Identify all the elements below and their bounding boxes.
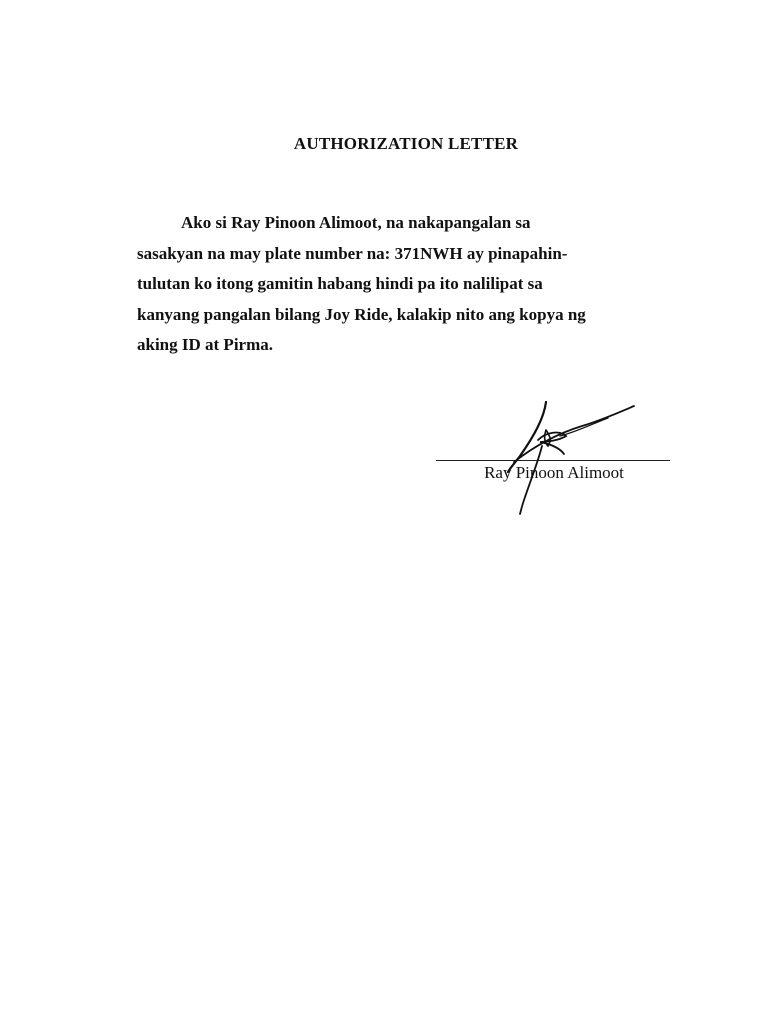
body-line: Ako si Ray Pinoon Alimoot, na nakapangalan sa <box>181 213 531 232</box>
signature-block <box>434 396 674 522</box>
signatory-name: Ray Pinoon Alimoot <box>484 463 624 482</box>
body-line: sasakyan na may plate number na: 371NWH ay pinapahin- <box>137 243 568 263</box>
letter-body <box>137 208 677 361</box>
document-title: AUTHORIZATION LETTER <box>293 134 519 153</box>
body-line: kanyang pangalan bilang Joy Ride, kalakip nito ang kopya ng <box>137 304 586 324</box>
body-line: aking ID at Pirma. <box>137 335 273 354</box>
handwritten-signature <box>434 396 674 522</box>
body-line: tulutan ko itong gamitin habang hindi pa ito nalilipat sa <box>137 274 543 293</box>
